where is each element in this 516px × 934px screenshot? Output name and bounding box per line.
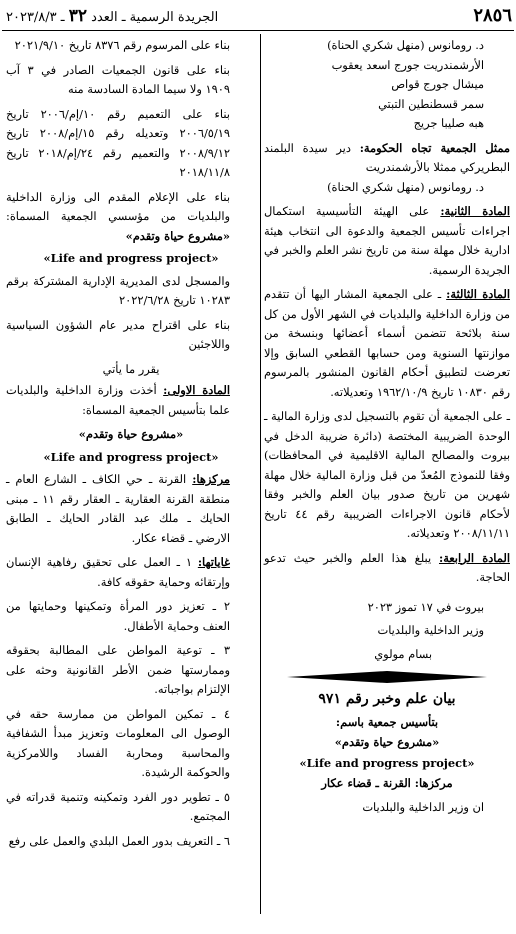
article-1: [6, 381, 256, 420]
gazette-header: [6, 6, 218, 26]
member-5: هبه صليبا جريج: [413, 116, 484, 130]
goals-label: غاياتها:: [197, 555, 231, 569]
article-1-text: أخذت وزارة الداخلية والبلديات علما بتأسيس الجمعية المسماة:: [6, 383, 230, 417]
section-separator: [282, 670, 492, 684]
separator-diamond-icon: [287, 671, 487, 683]
header-rule: [2, 30, 514, 31]
notice-subtitle: بتأسيس جمعية باسم:: [335, 714, 439, 729]
basis-circulars: بناء على التعميم رقم ١٠/إم/٢٠٠٦ تاريخ ٢٠٠٦/٥/١٩ وتعديله رقم ١٥/إم/٢٠٠٨ تاريخ ٢٠٠٨/٩/١٢ والتعميم رقم ٢٤/إم/٢٠١٨ تاريخ ٢٠١٨/١١/٨: [6, 106, 231, 179]
goal-3: ٣ ـ توعية المواطن على المطالبة بحقوقه وممارستها ضمن الأطر القانونية وحثه على الإلتزام بواجباته.: [6, 643, 230, 696]
member-4: سمر قسطنطين التبتي: [378, 96, 484, 111]
gazette-name: الجريدة الرسمية ـ العدد: [91, 10, 219, 25]
registration-info: والمسجل لدى المديرية الإدارية المشتركة برقم ١٠٢٨٣ تاريخ ٢٠٢٢/٦/٢٨: [6, 273, 230, 307]
association-hq: مركزها: القرنة ـ قضاء عكار: [321, 776, 453, 790]
member-1: د. رومانوس (منهل شكري الحناة): [327, 38, 484, 52]
page-header: [0, 0, 516, 34]
association-name-ar: «مشروع حياة وتقدم»: [125, 228, 230, 243]
date-place: بيروت في ١٧ تموز ٢٠٢٣: [367, 599, 484, 614]
article-2-label: المادة الثانية:: [440, 204, 510, 218]
signer-name: بسام مولوي: [374, 646, 432, 661]
article-4-text: يبلغ هذا العلم والخبر حيث تدعو الحاجة.: [264, 550, 510, 584]
member-3: ميشال جورج قواص: [391, 77, 484, 91]
association-name-en: «Life and progress project»: [43, 251, 219, 265]
decides-heading: يقرر ما يأتي: [102, 361, 160, 376]
article-4: [264, 549, 510, 588]
issue-number: ٣٢: [68, 6, 88, 26]
association-name-en: «Life and progress project»: [299, 755, 475, 770]
goal-6: ٦ ـ التعريف بدور العمل البلدي والعمل على رفع: [8, 833, 230, 848]
basis-proposal: بناء على اقتراح مدير عام الشؤون السياسية واللاجئين: [6, 317, 230, 351]
article-3-tax: ـ على الجمعية أن تقوم بالتسجيل لدى وزارة المالية ـ الوحدة الضريبية المختصة (دائرة ضريبة الدخل في بيروت والمصالح المالية الاقليمية في المحافظات) وفقا للنموذج المُعدّ من قبل وزارة المالية خلال مهلة شهرين من تاريخ صدور بيان العلم والخبر وفقا لأحكام قانون الاجراءات الضريبية رقم ٤٤ تاريخ ٢٠٠٨/١١/١١ وتعديلاته.: [264, 409, 510, 540]
article-1-label: المادة الاولى:: [163, 383, 230, 397]
page-number: ٢٨٥٦: [473, 5, 512, 26]
goal-4: ٤ ـ تمكين المواطن من ممارسة حقه في الوصول الى المعلومات وتعزيز مبدأ الشفافية والمحاسبة ومحاربة الفساد واللامركزية والحوكمة الرشيدة.: [6, 706, 230, 779]
basis-notification: [6, 188, 256, 247]
goal-1-text: ١ ـ العمل على تحقيق رفاهية الإنسان وإرتقائه وحماية حقوقه كافة.: [6, 555, 230, 589]
article-4-label: المادة الرابعة:: [438, 550, 510, 565]
article-2-text: على الهيئة التأسيسية استكمال اجراءات تأسيس الجمعية والدعوة الى انتخاب هيئة ادارية خلال مهلة سنة من تاريخ نشر العلم والخبر في الجريدة الرسمية.: [264, 204, 510, 277]
member-2: الأرشمندريت جورج اسعد يعقوب: [331, 57, 484, 72]
gov-rep-text: دير سيدة البلمند البطريركي ممثلا بالأرشمندريت: [264, 140, 510, 174]
left-column: [6, 36, 256, 856]
association-name-ar: «مشروع حياة وتقدم»: [334, 735, 440, 749]
minister-title: وزير الداخلية والبلديات: [377, 623, 484, 637]
headquarters: [6, 470, 256, 548]
article-3-text: ـ على الجمعية المشار اليها أن تتقدم من وزارة الداخلية والبلديات في الشهر الأول من كل سنة بلائحة تتضمن أسماء أعضائها وبنسخة من موازنتها السنوية ومن حسابها القطعي السابق وإلا تعرضت لتطبيق أحكام القانون المنشور بالمرسوم رقم ١٠٨٣٠ تاريخ ١٩٦٢/١٠/٩ وتعديلاته.: [264, 287, 510, 399]
goal-1: [6, 553, 256, 592]
issue-date: ـ ٢٠٢٣/٨/٣: [6, 10, 65, 25]
right-column: [264, 36, 510, 822]
basis-decree: بناء على المرسوم رقم ٨٣٧٦ تاريخ ٢٠٢١/٩/١٠: [14, 38, 230, 52]
minister-intro: ان وزير الداخلية والبلديات: [362, 799, 484, 814]
association-name-ar-2: «مشروع حياة وتقدم»: [78, 427, 184, 441]
gov-representative: [264, 139, 510, 178]
article-3-label: المادة الثالثة:: [446, 287, 510, 301]
article-2: [264, 202, 510, 280]
gov-rep-name: د. رومانوس (منهل شكري الحناة): [327, 179, 484, 194]
headquarters-label: مركزها:: [192, 472, 230, 486]
basis-law: بناء على قانون الجمعيات الصادر في ٣ آب ١٩٠٩ ولا سيما المادة السادسة منه: [6, 62, 230, 96]
goal-5: ٥ ـ تطوير دور الفرد وتمكينه وتنمية قدراته في المجتمع.: [6, 789, 230, 823]
gov-rep-label: ممثل الجمعية تجاه الحكومة:: [359, 140, 510, 155]
association-name-en-2: «Life and progress project»: [43, 449, 219, 464]
article-3: [264, 285, 510, 402]
goal-2: ٢ ـ تعزيز دور المرأة وتمكينها وحمايتها من العنف وحماية الأطفال.: [6, 599, 230, 633]
basis-notification-text: بناء على الإعلام المقدم الى وزارة الداخلية والبلديات من مؤسسي الجمعية المسماة:: [6, 189, 230, 223]
notice-title: بيان علم وخبر رقم ٩٧١: [318, 691, 456, 707]
column-divider: [260, 34, 261, 914]
headquarters-text: القرنة ـ حي الكاف ـ الشارع العام ـ منطقة القرنة العقارية ـ العقار رقم ١١ ـ مبنى الحايك ـ ملك عبد القادر الحايك ـ الطابق الارضي ـ قضاء عكار.: [6, 472, 230, 545]
